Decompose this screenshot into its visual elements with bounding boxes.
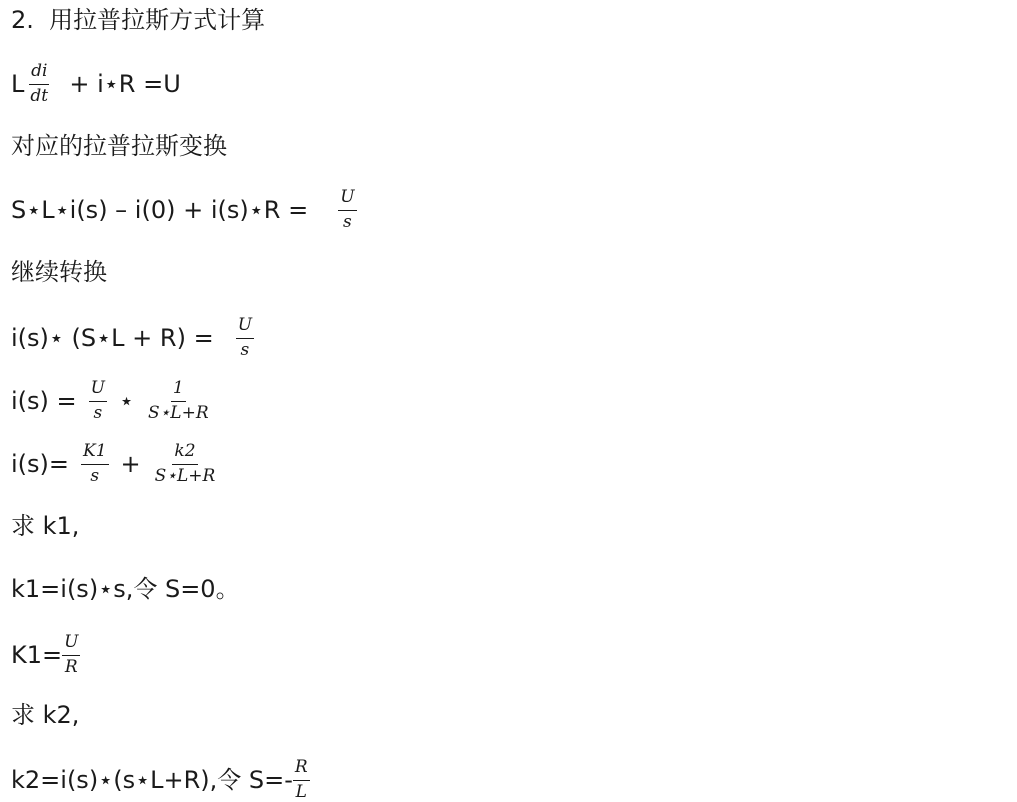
eq4-lhs: i(s) = [11,389,77,413]
eq5-operator: + [121,452,141,476]
eq1-denominator: dt [28,85,50,107]
eq4-numerator-2: 1 [171,379,186,402]
eq8-denominator: L [294,781,309,802]
eq5-lhs: i(s)= [11,452,69,476]
eq1-prefix: L [11,72,24,96]
eq5-numerator-1: K1 [81,442,109,465]
continue-label: 继续转换 [11,260,107,284]
equation-k2-method [11,760,314,800]
text-find-k1 [11,506,79,546]
eq4-operator: ⋆ [119,389,134,413]
text-find-k2 [11,695,79,735]
eq5-denominator-2: S⋆L+R [153,465,218,487]
eq5-denominator-1: s [88,465,101,487]
transform-label: 对应的拉普拉斯变换 [11,134,227,158]
eq7-lhs: K1= [11,643,62,667]
heading-text: 2. 用拉普拉斯方式计算 [11,8,265,32]
eq8-numerator: R [293,758,310,781]
eq1-numerator: di [29,62,49,85]
eq5-fraction-1 [81,442,109,486]
eq7-denominator: R [63,656,80,678]
eq1-fraction [28,62,50,106]
eq2-numerator: U [338,188,356,211]
find-k2-label: 求 k2, [11,703,79,727]
eq4-fraction-1 [89,379,107,423]
equation-partial-fractions [11,444,221,484]
equation-solved [11,381,215,421]
equation-differential [11,64,181,104]
equation-k1-result [11,635,84,675]
eq8-fraction [293,758,310,802]
eq2-denominator: s [341,211,354,233]
eq3-fraction [236,316,254,360]
equation-factored [11,318,258,358]
find-k1-label: 求 k1, [11,514,79,538]
text-laplace-transform [11,126,227,166]
eq2-fraction [338,188,356,232]
eq4-denominator-2: S⋆L+R [146,402,211,424]
k1-method-text: k1=i(s)⋆s,令 S=0。 [11,577,240,601]
eq1-suffix: + i⋆R =U [54,72,181,96]
eq2-lhs: S⋆L⋆i(s) – i(0) + i(s)⋆R = [11,198,308,222]
equation-laplace [11,190,361,230]
eq4-fraction-2 [146,379,211,423]
eq7-fraction [62,633,80,677]
eq7-numerator: U [62,633,80,656]
eq5-numerator-2: k2 [172,442,197,465]
eq3-numerator: U [236,316,254,339]
eq4-denominator-1: s [91,402,104,424]
equation-k1-method [11,569,240,609]
eq8-text: k2=i(s)⋆(s⋆L+R),令 S=- [11,768,293,792]
section-heading [11,0,265,40]
text-continue-transform [11,252,107,292]
eq4-numerator-1: U [89,379,107,402]
eq3-lhs: i(s)⋆ (S⋆L + R) = [11,326,214,350]
eq5-fraction-2 [153,442,218,486]
eq3-denominator: s [238,339,251,361]
